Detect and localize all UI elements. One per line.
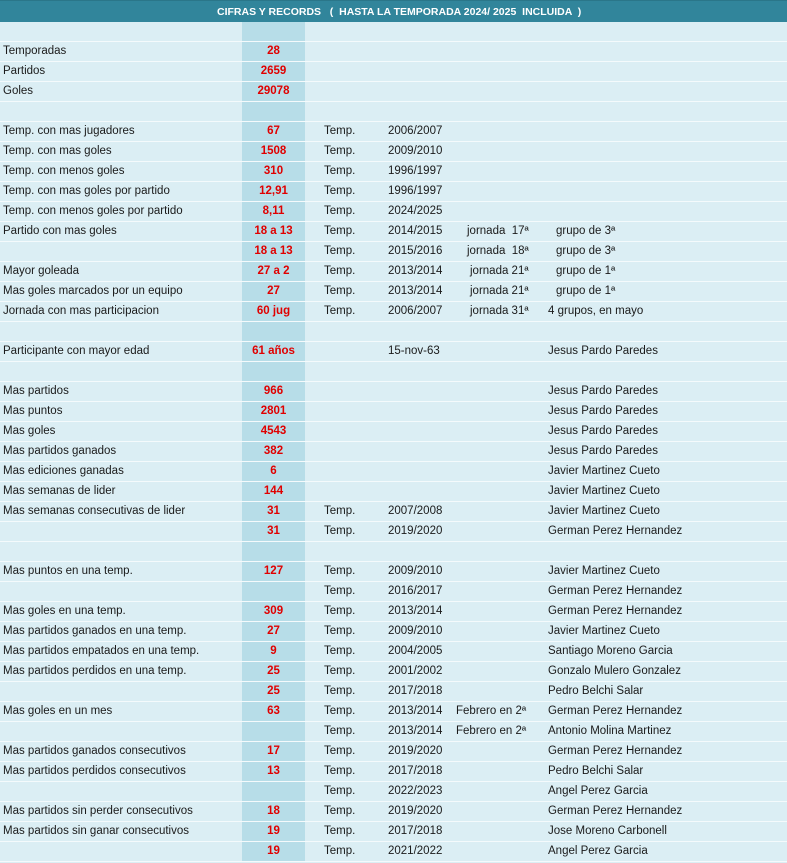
table-row	[0, 222, 787, 242]
record-value[interactable]: 8,11	[242, 202, 305, 221]
table-row	[0, 702, 787, 722]
player-name[interactable]: German Perez Hernandez	[548, 585, 683, 597]
record-label[interactable]: Temp. con menos goles por partido	[3, 205, 183, 217]
player-name[interactable]: German Perez Hernandez	[548, 705, 683, 717]
record-label[interactable]: Mas goles en una temp.	[3, 605, 126, 617]
season-prefix[interactable]: Temp.	[324, 705, 356, 717]
record-label[interactable]: Mas partidos sin ganar consecutivos	[3, 825, 190, 837]
table-row	[0, 42, 787, 62]
record-label[interactable]: Goles	[3, 85, 34, 97]
record-label[interactable]: Temporadas	[3, 45, 67, 57]
player-name[interactable]: Jesus Pardo Paredes	[548, 445, 658, 457]
record-value[interactable]: 2801	[242, 402, 305, 421]
record-label[interactable]: Mas puntos en una temp.	[3, 565, 133, 577]
season-prefix[interactable]: Temp.	[324, 265, 356, 277]
table-row	[0, 622, 787, 642]
player-name[interactable]: Jesus Pardo Paredes	[548, 425, 658, 437]
record-value[interactable]: 18 a 13	[242, 222, 305, 241]
table-row	[0, 822, 787, 842]
record-label[interactable]: Participante con mayor edad	[3, 345, 150, 357]
record-value[interactable]: 25	[242, 682, 305, 701]
season-value[interactable]: 2015/2016	[388, 245, 443, 257]
season-value[interactable]: 2013/2014	[388, 265, 443, 277]
season-prefix[interactable]: Temp.	[324, 245, 356, 257]
record-value[interactable]	[242, 362, 305, 381]
player-name[interactable]: Javier Martinez Cueto	[548, 485, 660, 497]
player-name[interactable]: Antonio Molina Martinez	[548, 725, 672, 737]
season-value[interactable]: 2021/2022	[388, 845, 443, 857]
record-value[interactable]: 27	[242, 622, 305, 641]
sheet-title: CIFRAS Y RECORDS ( HASTA LA TEMPORADA 2024/ 2025 INCLUIDA )	[217, 6, 582, 18]
record-label[interactable]: Temp. con mas jugadores	[3, 125, 135, 137]
player-name[interactable]: Angel Perez Garcia	[548, 785, 648, 797]
record-value[interactable]: 12,91	[242, 182, 305, 201]
record-value[interactable]: 67	[242, 122, 305, 141]
table-row	[0, 802, 787, 822]
record-label[interactable]: Mas partidos	[3, 385, 69, 397]
season-value[interactable]: 2009/2010	[388, 565, 443, 577]
season-value[interactable]: 2019/2020	[388, 745, 443, 757]
season-value[interactable]: 2019/2020	[388, 525, 443, 537]
season-prefix[interactable]: Temp.	[324, 165, 356, 177]
record-value[interactable]	[242, 722, 305, 741]
player-name[interactable]: Angel Perez Garcia	[548, 845, 648, 857]
record-value[interactable]	[242, 782, 305, 801]
table-row	[0, 682, 787, 702]
table-row	[0, 382, 787, 402]
player-name[interactable]: Santiago Moreno Garcia	[548, 645, 673, 657]
season-value[interactable]: 1996/1997	[388, 185, 443, 197]
record-label[interactable]: Mas partidos perdidos en una temp.	[3, 665, 187, 677]
record-value[interactable]: 144	[242, 482, 305, 501]
table-row	[0, 842, 787, 862]
table-row	[0, 442, 787, 462]
table-row	[0, 542, 787, 562]
table-row	[0, 582, 787, 602]
records-table	[0, 22, 787, 862]
record-value[interactable]: 9	[242, 642, 305, 661]
record-value[interactable]: 4543	[242, 422, 305, 441]
record-value[interactable]: 63	[242, 702, 305, 721]
record-value[interactable]: 13	[242, 762, 305, 781]
season-prefix[interactable]: Temp.	[324, 825, 356, 837]
season-prefix[interactable]: Temp.	[324, 145, 356, 157]
table-row	[0, 402, 787, 422]
record-label[interactable]: Temp. con mas goles por partido	[3, 185, 170, 197]
player-name[interactable]: Jesus Pardo Paredes	[548, 345, 658, 357]
record-value[interactable]: 31	[242, 502, 305, 521]
season-prefix[interactable]: Temp.	[324, 845, 356, 857]
season-prefix[interactable]: Temp.	[324, 665, 356, 677]
record-value[interactable]: 17	[242, 742, 305, 761]
table-row	[0, 242, 787, 262]
detail-text[interactable]: jornada 17ª	[467, 225, 529, 237]
season-value[interactable]: 2017/2018	[388, 765, 443, 777]
season-value[interactable]: 2013/2014	[388, 705, 443, 717]
season-prefix[interactable]: Temp.	[324, 725, 356, 737]
season-value[interactable]: 2013/2014	[388, 725, 443, 737]
table-row	[0, 562, 787, 582]
season-value[interactable]: 2017/2018	[388, 825, 443, 837]
season-prefix[interactable]: Temp.	[324, 805, 356, 817]
table-row	[0, 182, 787, 202]
record-label[interactable]: Partido con mas goles	[3, 225, 117, 237]
season-value[interactable]: 2007/2008	[388, 505, 443, 517]
table-row	[0, 642, 787, 662]
season-prefix[interactable]: Temp.	[324, 225, 356, 237]
record-value[interactable]	[242, 322, 305, 341]
record-label[interactable]: Mas partidos perdidos consecutivos	[3, 765, 186, 777]
detail-text[interactable]: jornada 31ª	[470, 305, 529, 317]
season-prefix[interactable]: Temp.	[324, 525, 356, 537]
player-name[interactable]: Javier Martinez Cueto	[548, 465, 660, 477]
record-value[interactable]: 25	[242, 662, 305, 681]
season-prefix[interactable]: Temp.	[324, 305, 356, 317]
table-row	[0, 602, 787, 622]
record-value[interactable]: 19	[242, 842, 305, 861]
record-label[interactable]: Partidos	[3, 65, 46, 77]
table-row	[0, 162, 787, 182]
record-value[interactable]: 18 a 13	[242, 242, 305, 261]
player-name[interactable]: Gonzalo Mulero Gonzalez	[548, 665, 681, 677]
season-prefix[interactable]: Temp.	[324, 605, 356, 617]
table-row	[0, 462, 787, 482]
table-row	[0, 522, 787, 542]
record-value[interactable]: 966	[242, 382, 305, 401]
season-prefix[interactable]: Temp.	[324, 645, 356, 657]
season-prefix[interactable]: Temp.	[324, 625, 356, 637]
table-row	[0, 102, 787, 122]
player-name[interactable]: Jose Moreno Carbonell	[548, 825, 667, 837]
record-value[interactable]: 18	[242, 802, 305, 821]
season-value[interactable]: 2006/2007	[388, 305, 443, 317]
record-value[interactable]	[242, 582, 305, 601]
season-value[interactable]: 1996/1997	[388, 165, 443, 177]
table-row	[0, 202, 787, 222]
record-value[interactable]: 2659	[242, 62, 305, 81]
player-name[interactable]: Jesus Pardo Paredes	[548, 385, 658, 397]
record-label[interactable]: Mas goles	[3, 425, 56, 437]
player-name[interactable]: Javier Martinez Cueto	[548, 625, 660, 637]
record-label[interactable]: Mas partidos ganados consecutivos	[3, 745, 186, 757]
record-label[interactable]: Mas partidos ganados en una temp.	[3, 625, 187, 637]
season-value[interactable]: 2009/2010	[388, 625, 443, 637]
record-value[interactable]: 309	[242, 602, 305, 621]
player-name[interactable]: German Perez Hernandez	[548, 805, 683, 817]
season-prefix[interactable]: Temp.	[324, 125, 356, 137]
table-row	[0, 82, 787, 102]
season-value[interactable]: 2009/2010	[388, 145, 443, 157]
record-value[interactable]: 382	[242, 442, 305, 461]
record-value[interactable]: 310	[242, 162, 305, 181]
season-value[interactable]: 2001/2002	[388, 665, 443, 677]
record-label[interactable]: Mas semanas de lider	[3, 485, 116, 497]
table-row	[0, 262, 787, 282]
player-name[interactable]: Pedro Belchi Salar	[548, 765, 644, 777]
record-value[interactable]: 31	[242, 522, 305, 541]
record-label[interactable]: Jornada con mas participacion	[3, 305, 159, 317]
record-label[interactable]: Mas goles en un mes	[3, 705, 113, 717]
table-row	[0, 282, 787, 302]
record-value[interactable]: 28	[242, 42, 305, 61]
player-name[interactable]: Javier Martinez Cueto	[548, 565, 660, 577]
group-text[interactable]: grupo de 3ª	[556, 225, 616, 237]
season-value[interactable]: 2004/2005	[388, 645, 443, 657]
table-row	[0, 422, 787, 442]
record-value[interactable]: 27 a 2	[242, 262, 305, 281]
season-prefix[interactable]: Temp.	[324, 565, 356, 577]
record-label[interactable]: Mayor goleada	[3, 265, 80, 277]
record-value[interactable]: 19	[242, 822, 305, 841]
player-name[interactable]: Jesus Pardo Paredes	[548, 405, 658, 417]
table-row	[0, 142, 787, 162]
player-name[interactable]: Javier Martinez Cueto	[548, 505, 660, 517]
record-value[interactable]: 1508	[242, 142, 305, 161]
table-row	[0, 322, 787, 342]
table-row	[0, 342, 787, 362]
season-prefix[interactable]: Temp.	[324, 765, 356, 777]
season-prefix[interactable]: Temp.	[324, 185, 356, 197]
record-value[interactable]: 60 jug	[242, 302, 305, 321]
season-prefix[interactable]: Temp.	[324, 745, 356, 757]
record-value[interactable]: 61 años	[242, 342, 305, 361]
season-prefix[interactable]: Temp.	[324, 285, 356, 297]
table-row	[0, 62, 787, 82]
player-name[interactable]: German Perez Hernandez	[548, 605, 683, 617]
season-value[interactable]: 2014/2015	[388, 225, 443, 237]
table-row	[0, 722, 787, 742]
player-name[interactable]: German Perez Hernandez	[548, 745, 683, 757]
group-text[interactable]: 4 grupos, en mayo	[548, 305, 644, 317]
season-prefix[interactable]: Temp.	[324, 205, 356, 217]
record-value[interactable]	[242, 22, 305, 41]
record-value[interactable]	[242, 102, 305, 121]
record-label[interactable]: Mas semanas consecutivas de lider	[3, 505, 186, 517]
table-row	[0, 662, 787, 682]
season-prefix[interactable]: Temp.	[324, 585, 356, 597]
player-name[interactable]: German Perez Hernandez	[548, 525, 683, 537]
record-label[interactable]: Temp. con mas goles	[3, 145, 112, 157]
season-value[interactable]: 2013/2014	[388, 285, 443, 297]
group-text[interactable]: grupo de 1ª	[556, 265, 616, 277]
table-row	[0, 482, 787, 502]
table-row	[0, 302, 787, 322]
season-value[interactable]: 2006/2007	[388, 125, 443, 137]
record-value[interactable]: 6	[242, 462, 305, 481]
season-value[interactable]: 2017/2018	[388, 685, 443, 697]
season-prefix[interactable]: Temp.	[324, 505, 356, 517]
season-value[interactable]: 2013/2014	[388, 605, 443, 617]
detail-text[interactable]: Febrero en 2ª	[456, 725, 527, 737]
record-label[interactable]: Mas partidos sin perder consecutivos	[3, 805, 193, 817]
record-label[interactable]: Mas goles marcados por un equipo	[3, 285, 183, 297]
table-row	[0, 502, 787, 522]
detail-text[interactable]: Febrero en 2ª	[456, 705, 527, 717]
season-value[interactable]: 15-nov-63	[388, 345, 440, 357]
record-value[interactable]: 27	[242, 282, 305, 301]
record-label[interactable]: Mas partidos ganados	[3, 445, 117, 457]
record-label[interactable]: Mas puntos	[3, 405, 63, 417]
record-label[interactable]: Mas partidos empatados en una temp.	[3, 645, 200, 657]
table-row	[0, 122, 787, 142]
season-prefix[interactable]: Temp.	[324, 785, 356, 797]
season-value[interactable]: 2019/2020	[388, 805, 443, 817]
table-row	[0, 782, 787, 802]
group-text[interactable]: grupo de 1ª	[556, 285, 616, 297]
sheet-header	[0, 0, 787, 22]
table-row	[0, 22, 787, 42]
record-label[interactable]: Temp. con menos goles	[3, 165, 125, 177]
table-row	[0, 742, 787, 762]
group-text[interactable]: grupo de 3ª	[556, 245, 616, 257]
season-value[interactable]: 2024/2025	[388, 205, 443, 217]
season-prefix[interactable]: Temp.	[324, 685, 356, 697]
detail-text[interactable]: jornada 21ª	[470, 265, 529, 277]
record-value[interactable]: 29078	[242, 82, 305, 101]
season-value[interactable]: 2016/2017	[388, 585, 443, 597]
table-row	[0, 362, 787, 382]
table-row	[0, 762, 787, 782]
player-name[interactable]: Pedro Belchi Salar	[548, 685, 644, 697]
record-value[interactable]: 127	[242, 562, 305, 581]
season-value[interactable]: 2022/2023	[388, 785, 443, 797]
record-value[interactable]	[242, 542, 305, 561]
detail-text[interactable]: jornada 21ª	[470, 285, 529, 297]
detail-text[interactable]: jornada 18ª	[467, 245, 529, 257]
record-label[interactable]: Mas ediciones ganadas	[3, 465, 124, 477]
